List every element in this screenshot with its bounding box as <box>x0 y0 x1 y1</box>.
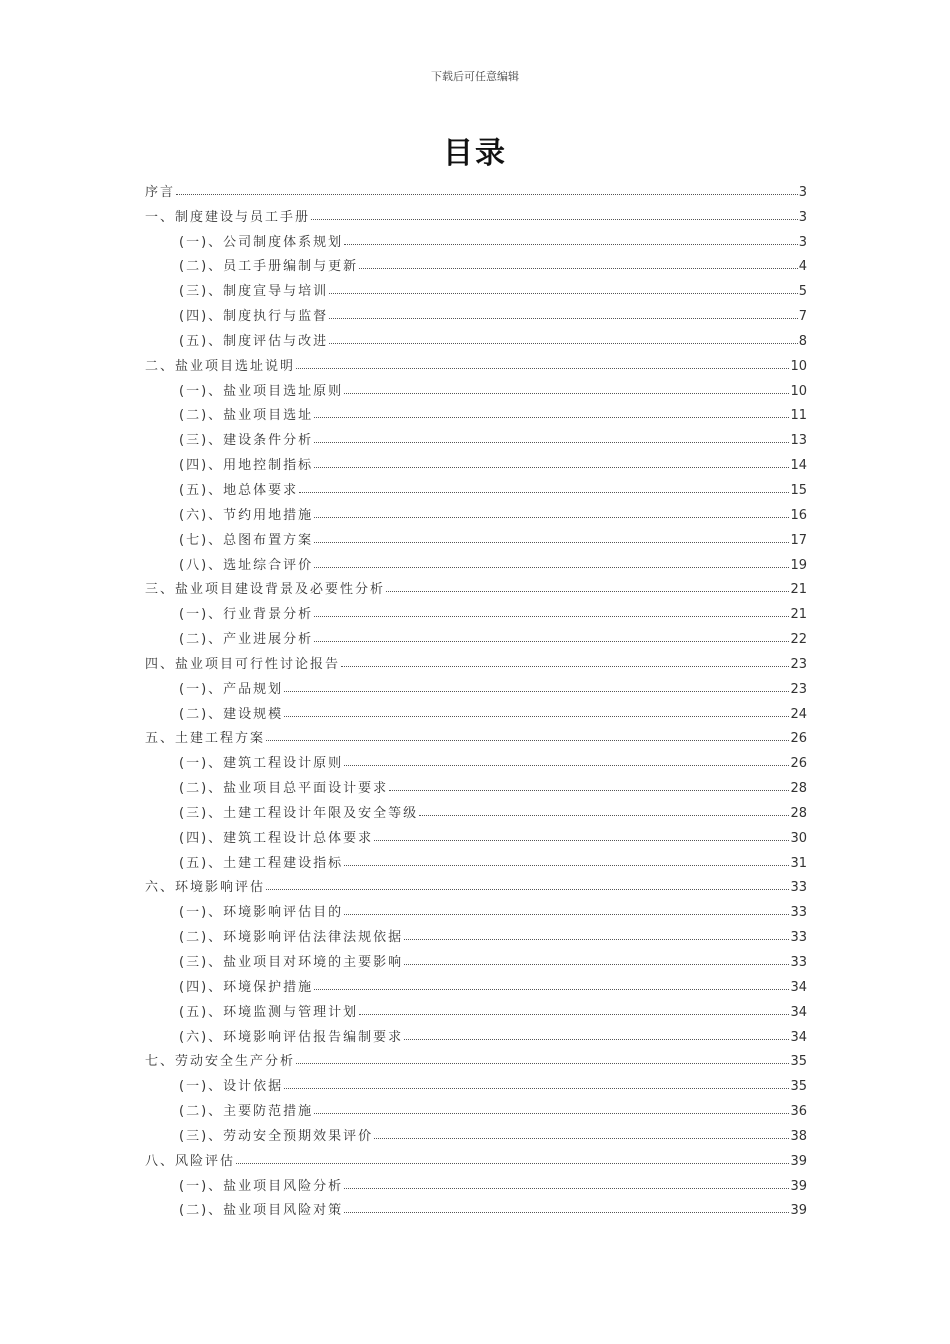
toc-entry-page-number: 28 <box>790 805 807 821</box>
toc-dot-leader <box>344 1212 789 1213</box>
toc-dot-leader <box>419 815 789 816</box>
toc-entry-label: (六)、节约用地措施 <box>179 507 314 523</box>
toc-dot-leader <box>314 616 789 617</box>
toc-entry-label: (六)、环境影响评估报告编制要求 <box>179 1029 404 1045</box>
toc-entry-page-number: 17 <box>790 532 807 548</box>
toc-entry-section[interactable] <box>145 523 807 548</box>
toc-dot-leader <box>284 1088 789 1089</box>
toc-dot-leader <box>329 318 798 319</box>
toc-dot-leader <box>374 840 789 841</box>
toc-entry-page-number: 38 <box>790 1128 807 1144</box>
toc-entry-chapter[interactable] <box>145 722 807 747</box>
toc-entry-section[interactable] <box>145 746 807 771</box>
toc-entry-label: 一、制度建设与员工手册 <box>145 209 311 225</box>
toc-entry-page-number: 39 <box>790 1178 807 1194</box>
toc-entry-label: (一)、设计依据 <box>179 1079 284 1095</box>
toc-entry-label: (一)、环境影响评估目的 <box>179 905 344 921</box>
toc-dot-leader <box>176 194 798 195</box>
toc-entry-page-number: 30 <box>790 830 807 846</box>
toc-entry-label: (一)、产品规划 <box>179 681 284 697</box>
toc-dot-leader <box>404 964 789 965</box>
toc-dot-leader <box>314 542 789 543</box>
toc-entry-page-number: 34 <box>790 979 807 995</box>
toc-entry-label: 序言 <box>145 184 176 200</box>
toc-dot-leader <box>314 442 789 443</box>
toc-entry-page-number: 19 <box>790 557 807 573</box>
toc-entry-section[interactable] <box>145 895 807 920</box>
toc-entry-label: (四)、环境保护措施 <box>179 979 314 995</box>
toc-entry-section[interactable] <box>145 697 807 722</box>
toc-entry-chapter[interactable] <box>145 200 807 225</box>
toc-entry-section[interactable] <box>145 1020 807 1045</box>
toc-dot-leader <box>314 567 789 568</box>
toc-dot-leader <box>329 293 798 294</box>
toc-entry-section[interactable] <box>145 945 807 970</box>
toc-entry-page-number: 24 <box>790 706 807 722</box>
toc-entry-label: (一)、公司制度体系规划 <box>179 234 344 250</box>
toc-entry-page-number: 35 <box>790 1054 807 1070</box>
toc-entry-section[interactable] <box>145 622 807 647</box>
toc-entry-page-number: 21 <box>790 607 807 623</box>
toc-dot-leader <box>374 1138 789 1139</box>
toc-dot-leader <box>284 691 789 692</box>
toc-entry-page-number: 26 <box>790 756 807 772</box>
toc-entry-section[interactable] <box>145 448 807 473</box>
toc-entry-chapter[interactable] <box>145 1045 807 1070</box>
toc-entry-section[interactable] <box>145 1169 807 1194</box>
toc-entry-page-number: 4 <box>798 259 807 275</box>
toc-dot-leader <box>314 641 789 642</box>
toc-entry-label: (二)、盐业项目总平面设计要求 <box>179 781 389 797</box>
toc-dot-leader <box>359 1014 789 1015</box>
toc-entry-chapter[interactable] <box>145 349 807 374</box>
toc-entry-page-number: 23 <box>790 681 807 697</box>
toc-entry-page-number: 33 <box>790 930 807 946</box>
toc-entry-page-number: 10 <box>790 383 807 399</box>
toc-dot-leader <box>344 393 789 394</box>
toc-entry-label: 六、环境影响评估 <box>145 880 266 896</box>
toc-dot-leader <box>344 244 798 245</box>
toc-entry-label: (五)、环境监测与管理计划 <box>179 1004 359 1020</box>
toc-entry-label: (七)、总图布置方案 <box>179 532 314 548</box>
toc-entry-page-number: 16 <box>790 507 807 523</box>
toc-entry-label: (二)、建设规模 <box>179 706 284 722</box>
toc-dot-leader <box>311 219 798 220</box>
toc-entry-section[interactable] <box>145 821 807 846</box>
toc-entry-page-number: 33 <box>790 905 807 921</box>
toc-dot-leader <box>344 765 789 766</box>
toc-entry-label: (三)、盐业项目对环境的主要影响 <box>179 955 404 970</box>
toc-dot-leader <box>386 591 789 592</box>
toc-entry-page-number: 10 <box>790 358 807 374</box>
toc-dot-leader <box>404 1039 789 1040</box>
toc-entry-label: (二)、员工手册编制与更新 <box>179 259 359 275</box>
toc-entry-page-number: 7 <box>798 309 807 325</box>
toc-entry-page-number: 13 <box>790 433 807 449</box>
toc-entry-page-number: 35 <box>790 1079 807 1095</box>
toc-entry-label: 五、土建工程方案 <box>145 731 266 747</box>
toc-entry-page-number: 36 <box>790 1104 807 1120</box>
toc-entry-page-number: 3 <box>798 209 807 225</box>
toc-entry-section[interactable] <box>145 473 807 498</box>
toc-dot-leader <box>266 889 789 890</box>
toc-entry-label: (八)、选址综合评价 <box>179 557 314 573</box>
toc-dot-leader <box>299 492 789 493</box>
toc-dot-leader <box>296 1063 789 1064</box>
toc-entry-page-number: 22 <box>790 632 807 648</box>
toc-entry-label: (四)、用地控制指标 <box>179 458 314 474</box>
toc-dot-leader <box>359 268 798 269</box>
toc-entry-label: (三)、土建工程设计年限及安全等级 <box>179 805 419 821</box>
toc-entry-label: (三)、制度宣导与培训 <box>179 284 329 300</box>
toc-entry-label: (二)、盐业项目选址 <box>179 408 314 424</box>
toc-entry-page-number: 39 <box>790 1153 807 1169</box>
toc-entry-section[interactable] <box>145 920 807 945</box>
toc-entry-section[interactable] <box>145 597 807 622</box>
toc-dot-leader <box>314 517 789 518</box>
toc-entry-label: (二)、环境影响评估法律法规依据 <box>179 930 404 946</box>
toc-entry-page-number: 28 <box>790 781 807 797</box>
toc-entry-chapter[interactable] <box>145 175 807 200</box>
toc-entry-chapter[interactable] <box>145 573 807 598</box>
toc-entry-section[interactable] <box>145 771 807 796</box>
toc-entry-section[interactable] <box>145 672 807 697</box>
toc-entry-page-number: 39 <box>790 1203 807 1219</box>
toc-entry-label: 二、盐业项目选址说明 <box>145 358 296 374</box>
toc-entry-section[interactable] <box>145 498 807 523</box>
toc-entry-label: (五)、制度评估与改进 <box>179 333 329 349</box>
toc-entry-section[interactable] <box>145 225 807 250</box>
toc-entry-label: (一)、建筑工程设计原则 <box>179 756 344 772</box>
toc-entry-label: (一)、盐业项目风险分析 <box>179 1178 344 1194</box>
toc-entry-label: (一)、盐业项目选址原则 <box>179 383 344 399</box>
toc-entry-section[interactable] <box>145 274 807 299</box>
page-title: 目录 <box>443 136 507 171</box>
toc-entry-section[interactable] <box>145 1094 807 1119</box>
toc-entry-page-number: 34 <box>790 1029 807 1045</box>
toc-entry-label: (二)、产业进展分析 <box>179 632 314 648</box>
toc-dot-leader <box>314 467 789 468</box>
toc-dot-leader <box>344 914 789 915</box>
toc-entry-label: 七、劳动安全生产分析 <box>145 1054 296 1070</box>
toc-entry-section[interactable] <box>145 374 807 399</box>
toc-entry-chapter[interactable] <box>145 871 807 896</box>
toc-entry-label: (二)、主要防范措施 <box>179 1104 314 1120</box>
toc-dot-leader <box>341 666 789 667</box>
toc-entry-label: 八、风险评估 <box>145 1153 236 1169</box>
toc-entry-section[interactable] <box>145 423 807 448</box>
toc-entry-section[interactable] <box>145 399 807 424</box>
toc-entry-section[interactable] <box>145 796 807 821</box>
table-of-contents <box>145 175 807 1218</box>
toc-entry-section[interactable] <box>145 1119 807 1144</box>
toc-entry-page-number: 15 <box>790 482 807 498</box>
toc-dot-leader <box>314 989 789 990</box>
toc-entry-chapter[interactable] <box>145 1144 807 1169</box>
toc-dot-leader <box>404 939 789 940</box>
toc-entry-page-number: 11 <box>790 408 807 424</box>
toc-dot-leader <box>314 417 789 418</box>
toc-entry-page-number: 31 <box>790 855 807 871</box>
toc-entry-section[interactable] <box>145 250 807 275</box>
toc-entry-page-number: 3 <box>798 234 807 250</box>
toc-entry-page-number: 23 <box>790 656 807 672</box>
toc-entry-label: (二)、盐业项目风险对策 <box>179 1203 344 1219</box>
toc-dot-leader <box>344 865 789 866</box>
toc-entry-section[interactable] <box>145 324 807 349</box>
toc-entry-chapter[interactable] <box>145 647 807 672</box>
toc-dot-leader <box>389 790 789 791</box>
toc-entry-label: (四)、制度执行与监督 <box>179 309 329 325</box>
toc-entry-section[interactable] <box>145 1069 807 1094</box>
toc-entry-page-number: 33 <box>790 955 807 970</box>
toc-dot-leader <box>284 716 789 717</box>
toc-dot-leader <box>296 368 789 369</box>
toc-entry-page-number: 5 <box>798 284 807 300</box>
toc-entry-section[interactable] <box>145 548 807 573</box>
toc-entry-label: 四、盐业项目可行性讨论报告 <box>145 656 341 672</box>
page-header: 下载后可任意编辑 <box>431 70 519 83</box>
toc-entry-page-number: 21 <box>790 582 807 598</box>
toc-entry-label: (三)、劳动安全预期效果评价 <box>179 1128 374 1144</box>
toc-dot-leader <box>236 1163 789 1164</box>
toc-entry-page-number: 3 <box>798 184 807 200</box>
toc-entry-label: (五)、土建工程建设指标 <box>179 855 344 871</box>
toc-entry-label: (一)、行业背景分析 <box>179 607 314 623</box>
toc-entry-section[interactable] <box>145 1194 807 1219</box>
toc-entry-page-number: 33 <box>790 880 807 896</box>
toc-entry-page-number: 26 <box>790 731 807 747</box>
toc-dot-leader <box>344 1188 789 1189</box>
toc-dot-leader <box>266 740 789 741</box>
toc-entry-label: (五)、地总体要求 <box>179 482 299 498</box>
toc-entry-label: 三、盐业项目建设背景及必要性分析 <box>145 582 386 598</box>
toc-entry-page-number: 14 <box>790 458 807 474</box>
toc-entry-label: (三)、建设条件分析 <box>179 433 314 449</box>
toc-dot-leader <box>314 1113 789 1114</box>
toc-entry-label: (四)、建筑工程设计总体要求 <box>179 830 374 846</box>
toc-entry-page-number: 8 <box>798 333 807 349</box>
toc-entry-section[interactable] <box>145 846 807 871</box>
toc-entry-section[interactable] <box>145 970 807 995</box>
toc-entry-section[interactable] <box>145 995 807 1020</box>
toc-entry-section[interactable] <box>145 299 807 324</box>
toc-dot-leader <box>329 343 798 344</box>
toc-entry-page-number: 34 <box>790 1004 807 1020</box>
